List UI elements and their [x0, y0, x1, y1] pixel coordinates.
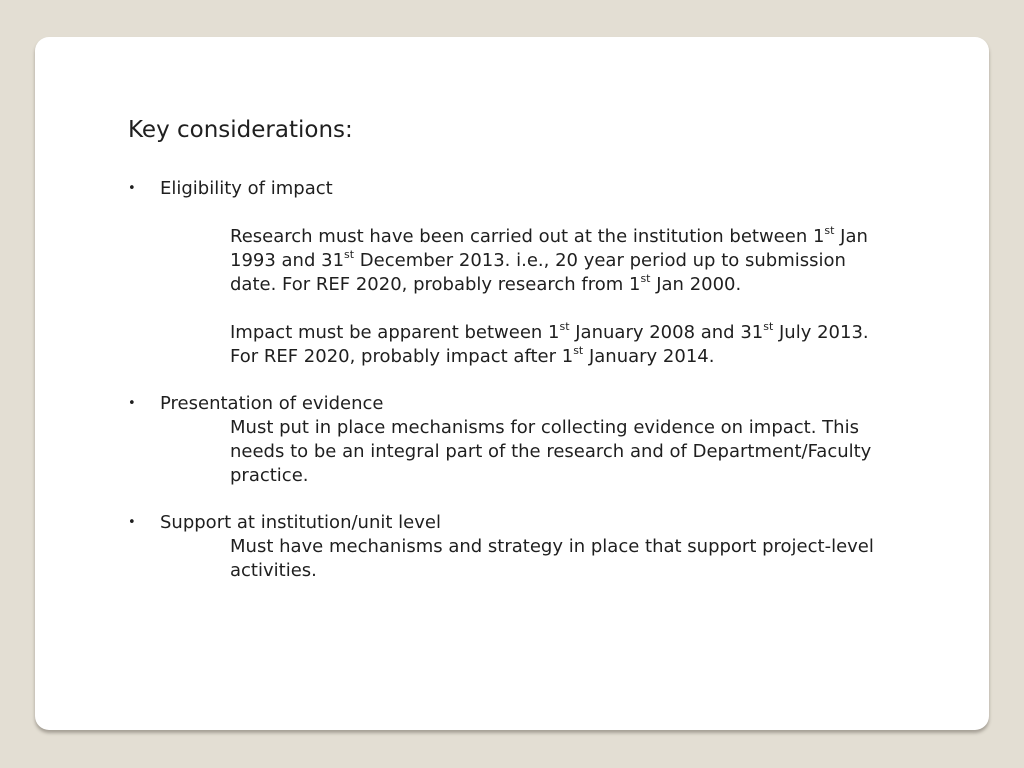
- bullet-title: Eligibility of impact: [160, 178, 333, 199]
- eligibility-research-paragraph: [230, 225, 970, 297]
- text-line: 1993 and 31st December 2013. i.e., 20 year period up to submission: [230, 248, 846, 271]
- bullet-dot-icon: •: [128, 515, 136, 530]
- text-line: date. For REF 2020, probably research from 1st Jan 2000.: [230, 272, 742, 295]
- text-line: activities.: [230, 560, 317, 581]
- text-line: practice.: [230, 465, 309, 486]
- bullet-dot-icon: •: [128, 181, 136, 196]
- text-line: Must have mechanisms and strategy in place that support project-level: [230, 536, 874, 557]
- text-line: Impact must be apparent between 1st January 2008 and 31st July 2013.: [230, 320, 869, 343]
- text-line: For REF 2020, probably impact after 1st January 2014.: [230, 344, 715, 367]
- presentation-paragraph: [230, 416, 970, 488]
- text-line: Must put in place mechanisms for collecting evidence on impact. This: [230, 417, 859, 438]
- bullet-title: Support at institution/unit level: [160, 512, 441, 533]
- text-line: Research must have been carried out at the institution between 1st Jan: [230, 224, 868, 247]
- bullet-dot-icon: •: [128, 396, 136, 411]
- eligibility-impact-paragraph: [230, 321, 970, 369]
- slide-heading: Key considerations:: [128, 117, 353, 143]
- text-line: needs to be an integral part of the research and of Department/Faculty: [230, 441, 872, 462]
- support-paragraph: [230, 535, 970, 583]
- bullet-title: Presentation of evidence: [160, 393, 384, 414]
